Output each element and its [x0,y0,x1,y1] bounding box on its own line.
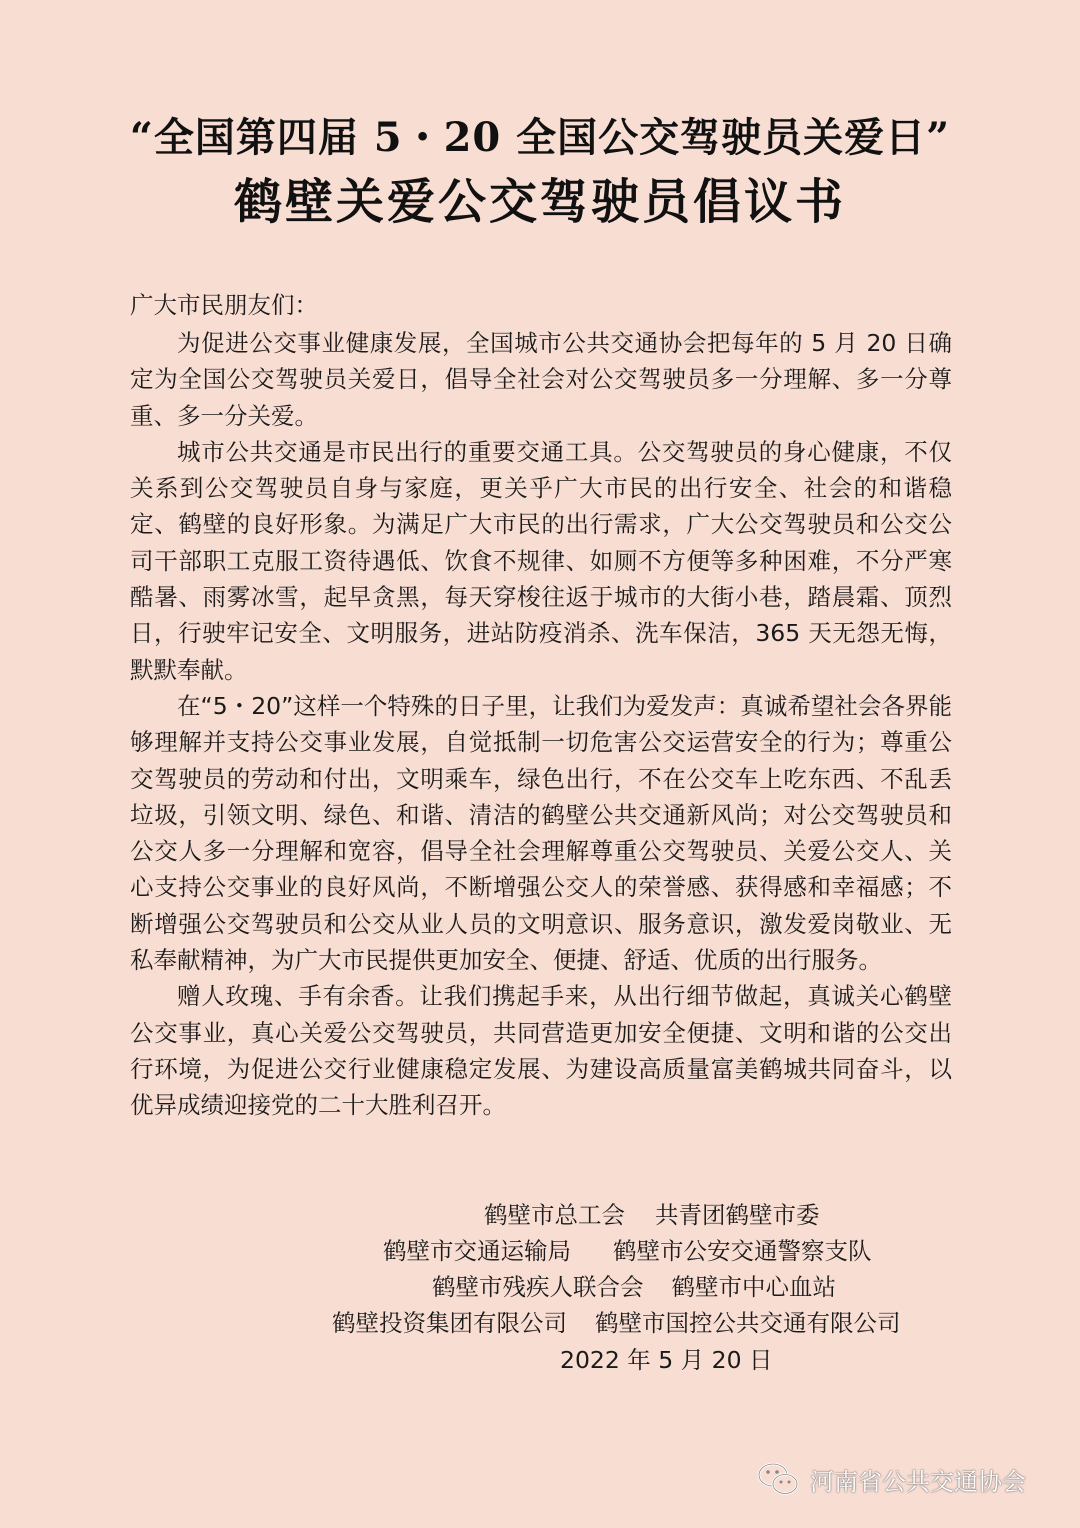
watermark-text: 河南省公共交通协会 [810,1467,1026,1496]
signatory: 鹤壁市残疾人联合会 [432,1273,644,1301]
paragraph: 赠人玫瑰、手有余香。让我们携起手来，从出行细节做起，真诚关心鹤壁公交事业，真心关爱公交驾驶员，共同营造更加安全便捷、文明和谐的公交出行环境，为促进公交行业健康稳定发展、为建设高质量富美鹤城共同奋斗，以优异成绩迎接党的二十大胜利召开。 [130,982,952,1120]
signatory: 鹤壁市公安交通警察支队 [613,1237,872,1265]
document-title-line2: 鹤壁关爱公交驾驶员倡议书 [233,174,846,230]
document-title-line1: “全国第四届 5・20 全国公交驾驶员关爱日” [129,114,951,161]
signature-line [383,1234,872,1268]
signature-line [332,1306,901,1340]
paragraph: 城市公共交通是市民出行的重要交通工具。公交驾驶员的身心健康，不仅关系到公交驾驶员自身与家庭，更关乎广大市民的出行安全、社会的和谐稳定、鹤壁的良好形象。为满足广大市民的出行需求，广大公交驾驶员和公交公司干部职工克服工资待遇低、饮食不规律、如厕不方便等多种困难，不分严寒酷暑、雨雾冰雪，起早贪黑，每天穿梭往返于城市的大街小巷，踏晨霜、顶烈日，行驶牢记安全、文明服务，进站防疫消杀、洗车保洁，365 天无怨无悔，默默奉献。 [130,437,952,684]
watermark [756,1456,1026,1502]
signatory: 鹤壁市总工会 [484,1201,625,1229]
paragraph: 为促进公交事业健康发展，全国城市公共交通协会把每年的 5 月 20 日确定为全国公交驾驶员关爱日，倡导全社会对公交驾驶员多一分理解、多一分尊重、多一分关爱。 [130,329,952,430]
paragraph: 在“5・20”这样一个特殊的日子里，让我们为爱发声：真诚希望社会各界能够理解并支持公交事业发展，自觉抵制一切危害公交运营安全的行为；尊重公交驾驶员的劳动和付出，文明乘车，绿色出行，不在公交车上吃东西、不乱丢垃圾，引领文明、绿色、和谐、清洁的鹤壁公共交通新风尚；对公交驾驶员和公交人多一分理解和宽容，倡导全社会理解尊重公交驾驶员、关爱公交人、关心支持公交事业的良好风尚，不断增强公交人的荣誉感、获得感和幸福感；不断增强公交驾驶员和公交从业人员的文明意识、服务意识，激发爱岗敬业、无私奉献精神，为广大市民提供更加安全、便捷、舒适、优质的出行服务。 [130,691,952,975]
greeting: 广大市民朋友们： [130,291,318,319]
signature-line [484,1198,820,1232]
signatory: 鹤壁投资集团有限公司 [332,1309,567,1337]
letter-body [130,325,952,1124]
wechat-icon [756,1459,800,1499]
signatory: 鹤壁市中心血站 [671,1273,836,1301]
signature-line [432,1270,836,1304]
signatory: 鹤壁市国控公共交通有限公司 [595,1309,901,1337]
signatory: 鹤壁市交通运输局 [383,1237,571,1265]
signatory: 共青团鹤壁市委 [655,1201,820,1229]
document-date: 2022 年 5 月 20 日 [560,1346,773,1374]
